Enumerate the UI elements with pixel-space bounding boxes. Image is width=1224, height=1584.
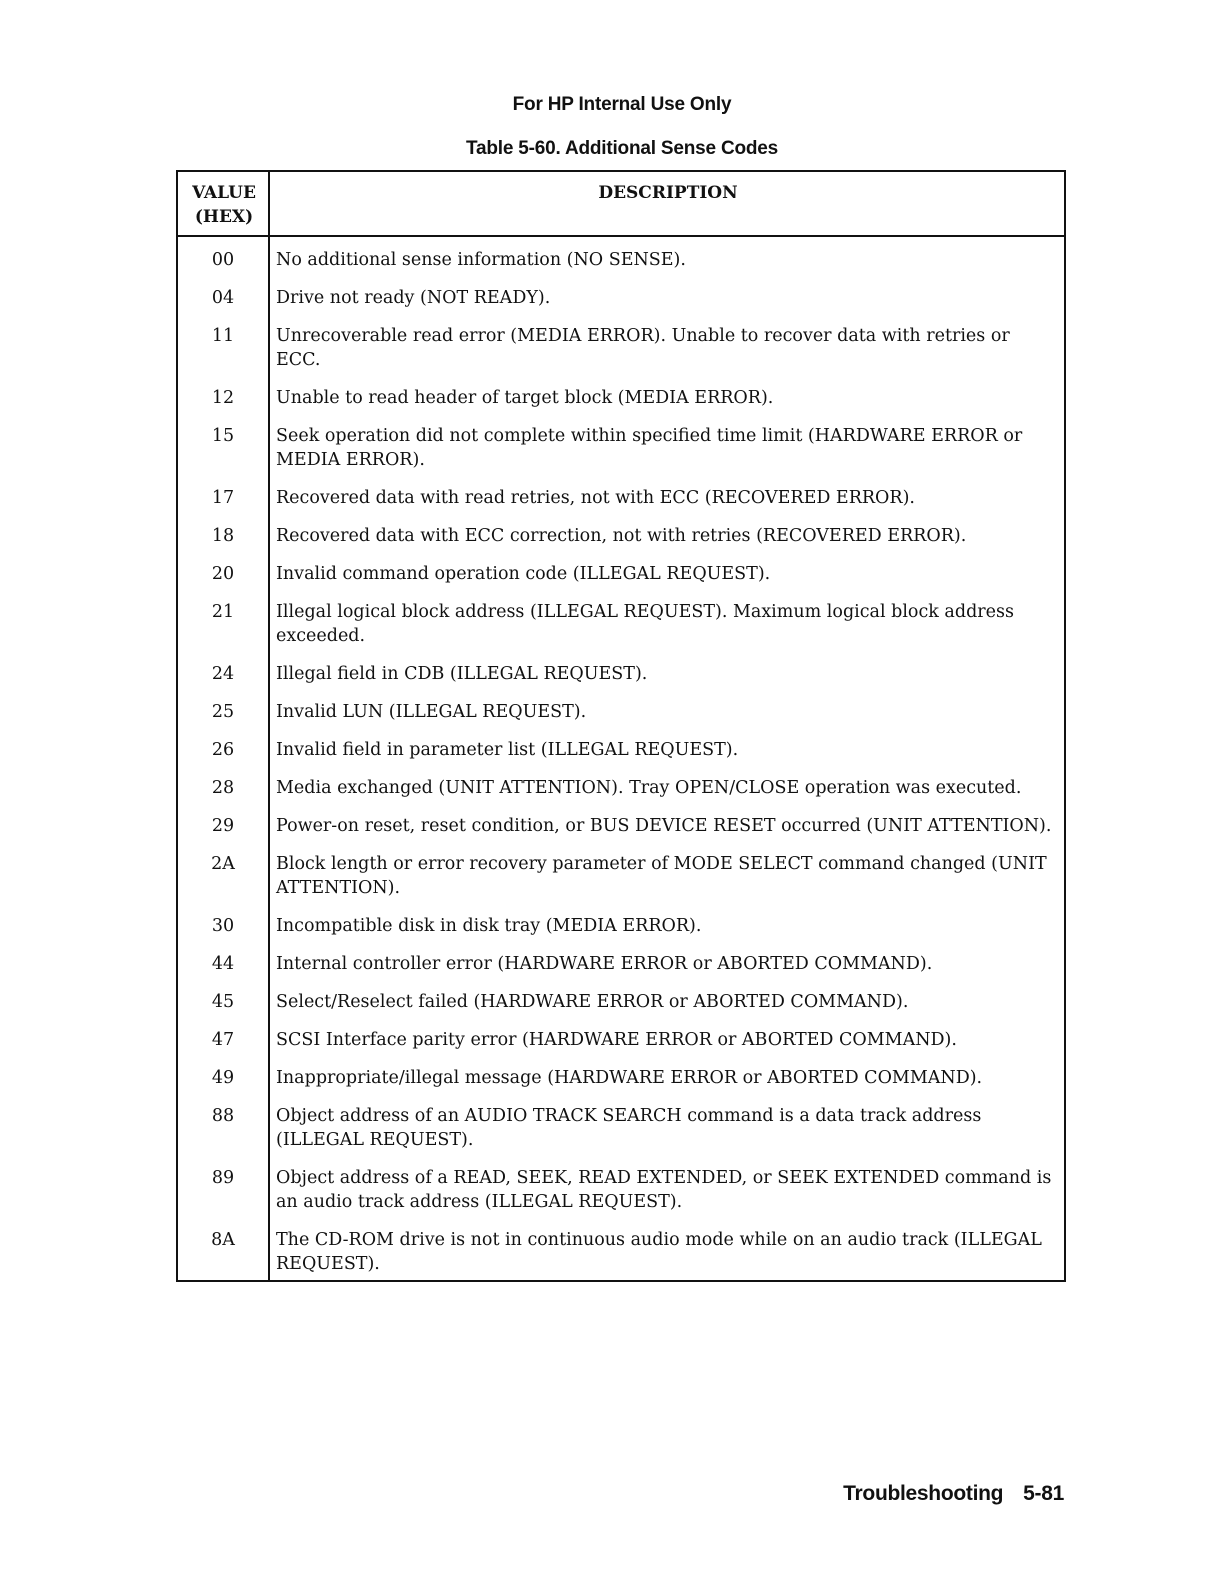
table-row	[177, 693, 1065, 731]
sense-code-description: Drive not ready (NOT READY).	[269, 279, 1065, 317]
sense-code-value: 18	[177, 517, 269, 555]
sense-code-description: No additional sense information (NO SENSE).	[269, 236, 1065, 279]
table-row	[177, 655, 1065, 693]
table-row	[177, 731, 1065, 769]
sense-code-value: 2A	[177, 845, 269, 907]
sense-code-value: 12	[177, 379, 269, 417]
table-title: Table 5-60. Additional Sense Codes	[465, 138, 779, 159]
table-row	[177, 1097, 1065, 1159]
sense-code-value: 47	[177, 1021, 269, 1059]
table-row	[177, 317, 1065, 379]
sense-codes-table	[176, 170, 1066, 1282]
sense-code-value: 45	[177, 983, 269, 1021]
sense-code-description: Seek operation did not complete within specified time limit (HARDWARE ERROR or MEDIA ERROR).	[269, 417, 1065, 479]
sense-code-description: Invalid LUN (ILLEGAL REQUEST).	[269, 693, 1065, 731]
page-footer	[843, 1482, 1064, 1506]
table-row	[177, 1221, 1065, 1281]
value-header-line2: (HEX)	[194, 207, 254, 227]
table-row	[177, 1059, 1065, 1097]
sense-code-value: 11	[177, 317, 269, 379]
table-row	[177, 1021, 1065, 1059]
sense-code-description: Illegal logical block address (ILLEGAL REQUEST). Maximum logical block address exceeded.	[269, 593, 1065, 655]
table-header	[177, 171, 1065, 236]
sense-code-description: Recovered data with ECC correction, not with retries (RECOVERED ERROR).	[269, 517, 1065, 555]
table-body	[177, 236, 1065, 1281]
sense-code-value: 15	[177, 417, 269, 479]
footer-section-name: Troubleshooting	[843, 1482, 1004, 1505]
sense-code-description: Incompatible disk in disk tray (MEDIA ERROR).	[269, 907, 1065, 945]
table-row	[177, 279, 1065, 317]
sense-code-value: 04	[177, 279, 269, 317]
sense-code-description: Unable to read header of target block (MEDIA ERROR).	[269, 379, 1065, 417]
sense-code-description: Object address of an AUDIO TRACK SEARCH command is a data track address (ILLEGAL REQUEST).	[269, 1097, 1065, 1159]
sense-code-description: SCSI Interface parity error (HARDWARE ERROR or ABORTED COMMAND).	[269, 1021, 1065, 1059]
sense-code-description: Internal controller error (HARDWARE ERROR or ABORTED COMMAND).	[269, 945, 1065, 983]
value-header-line1: VALUE	[192, 183, 256, 203]
table-row	[177, 807, 1065, 845]
sense-code-value: 17	[177, 479, 269, 517]
table-row	[177, 479, 1065, 517]
sense-code-description: Select/Reselect failed (HARDWARE ERROR or ABORTED COMMAND).	[269, 983, 1065, 1021]
table-row	[177, 983, 1065, 1021]
sense-code-description: Object address of a READ, SEEK, READ EXTENDED, or SEEK EXTENDED command is an audio track address (ILLEGAL REQUEST).	[269, 1159, 1065, 1221]
sense-code-description: Recovered data with read retries, not with ECC (RECOVERED ERROR).	[269, 479, 1065, 517]
sense-code-value: 21	[177, 593, 269, 655]
sense-code-description: Illegal field in CDB (ILLEGAL REQUEST).	[269, 655, 1065, 693]
sense-code-description: Invalid field in parameter list (ILLEGAL REQUEST).	[269, 731, 1065, 769]
sense-code-value: 30	[177, 907, 269, 945]
sense-code-description: Block length or error recovery parameter of MODE SELECT command changed (UNIT ATTENTION).	[269, 845, 1065, 907]
sense-code-value: 88	[177, 1097, 269, 1159]
table-row	[177, 379, 1065, 417]
table-row	[177, 236, 1065, 279]
sense-code-description: Power-on reset, reset condition, or BUS DEVICE RESET occurred (UNIT ATTENTION).	[269, 807, 1065, 845]
table-row	[177, 593, 1065, 655]
table-row	[177, 517, 1065, 555]
sense-code-value: 28	[177, 769, 269, 807]
sense-code-value: 20	[177, 555, 269, 593]
table-row	[177, 417, 1065, 479]
table-row	[177, 555, 1065, 593]
sense-code-description: Invalid command operation code (ILLEGAL REQUEST).	[269, 555, 1065, 593]
header-row	[177, 171, 1065, 236]
sense-code-value: 26	[177, 731, 269, 769]
table-row	[177, 945, 1065, 983]
table-row	[177, 907, 1065, 945]
table-row	[177, 845, 1065, 907]
sense-code-value: 44	[177, 945, 269, 983]
sense-code-description: The CD-ROM drive is not in continuous audio mode while on an audio track (ILLEGAL REQUEST).	[269, 1221, 1065, 1281]
sense-code-value: 25	[177, 693, 269, 731]
table-row	[177, 1159, 1065, 1221]
description-column-header: DESCRIPTION	[269, 171, 1065, 236]
sense-code-value: 29	[177, 807, 269, 845]
sense-code-value: 49	[177, 1059, 269, 1097]
sense-code-description: Inappropriate/illegal message (HARDWARE ERROR or ABORTED COMMAND).	[269, 1059, 1065, 1097]
sense-code-value: 8A	[177, 1221, 269, 1281]
value-hex-column-header	[177, 171, 269, 236]
internal-use-notice: For HP Internal Use Only	[512, 94, 732, 115]
sense-code-value: 24	[177, 655, 269, 693]
table-row	[177, 769, 1065, 807]
sense-code-description: Unrecoverable read error (MEDIA ERROR). Unable to recover data with retries or ECC.	[269, 317, 1065, 379]
sense-code-value: 89	[177, 1159, 269, 1221]
sense-code-value: 00	[177, 236, 269, 279]
page-number: 5-81	[1023, 1482, 1064, 1505]
sense-code-description: Media exchanged (UNIT ATTENTION). Tray OPEN/CLOSE operation was executed.	[269, 769, 1065, 807]
